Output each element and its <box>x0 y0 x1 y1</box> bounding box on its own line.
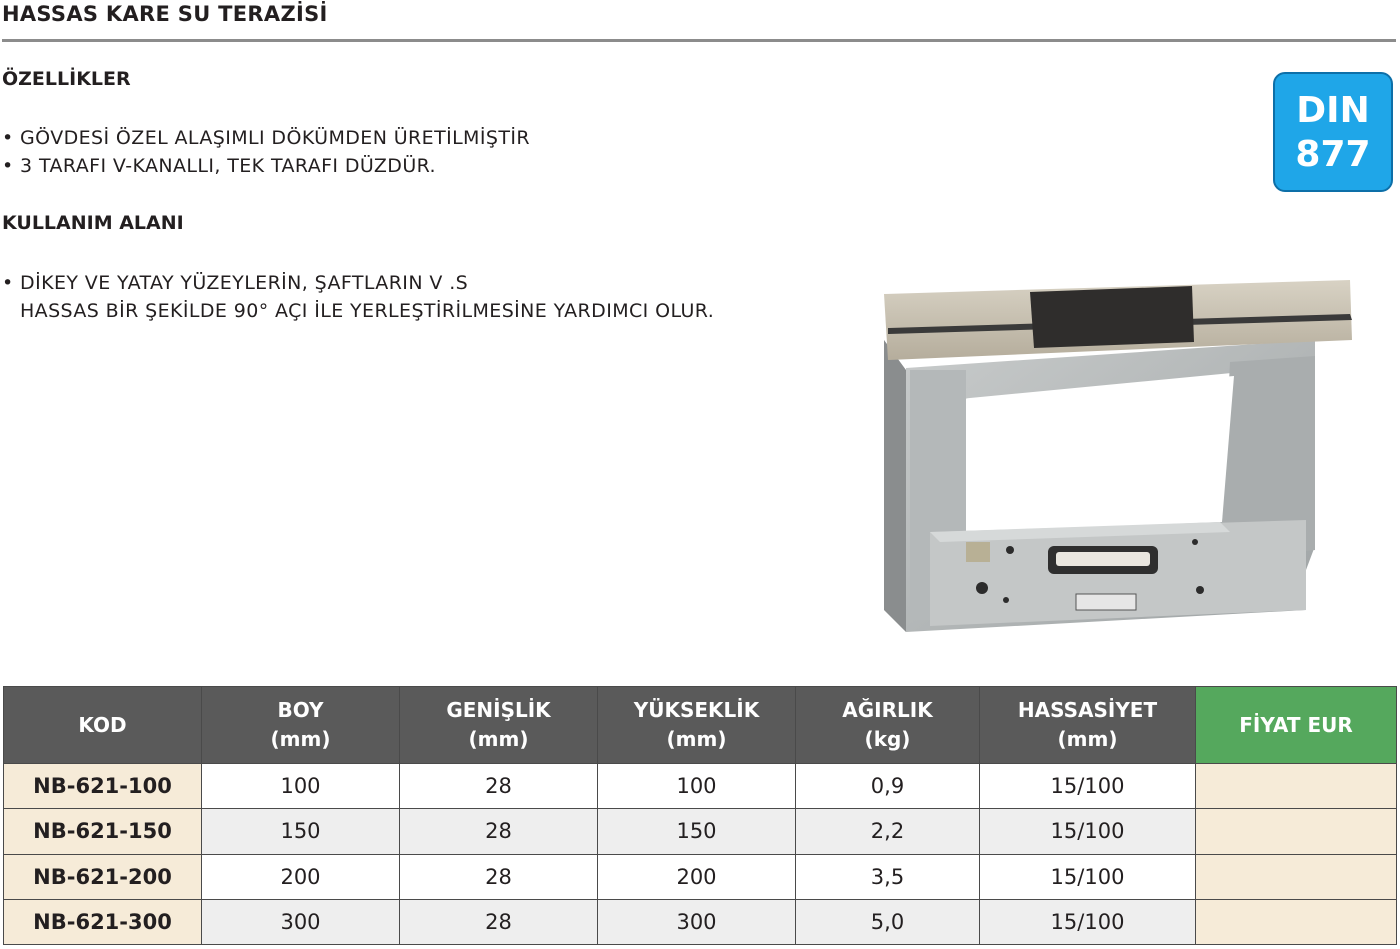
cell-genislik: 28 <box>400 764 598 809</box>
header-genislik: GENİŞLİK (mm) <box>400 687 598 764</box>
cell-yukseklik: 200 <box>598 854 796 899</box>
feature-item: • GÖVDESİ ÖZEL ALAŞIMLI DÖKÜMDEN ÜRETİLMİŞTİR <box>2 127 530 149</box>
cell-hassasiyet: 15/100 <box>980 854 1196 899</box>
table-row <box>4 809 1397 854</box>
features-heading: ÖZELLİKLER <box>2 68 131 90</box>
cell-kod: NB-621-300 <box>4 899 202 944</box>
cell-kod: NB-621-200 <box>4 854 202 899</box>
cell-fiyat <box>1196 764 1397 809</box>
feature-item: • 3 TARAFI V-KANALLI, TEK TARAFI DÜZDÜR. <box>2 155 436 177</box>
header-boy: BOY (mm) <box>202 687 400 764</box>
header-agirlik: AĞIRLIK (kg) <box>796 687 980 764</box>
header-kod: KOD <box>4 687 202 764</box>
cell-hassasiyet: 15/100 <box>980 809 1196 854</box>
product-photo <box>870 270 1360 640</box>
cell-hassasiyet: 15/100 <box>980 899 1196 944</box>
cell-agirlik: 2,2 <box>796 809 980 854</box>
cell-boy: 150 <box>202 809 400 854</box>
usage-line-1: • DİKEY VE YATAY YÜZEYLERİN, ŞAFTLARIN V .S <box>2 272 469 294</box>
features-list <box>2 124 530 180</box>
table-row <box>4 764 1397 809</box>
cell-agirlik: 5,0 <box>796 899 980 944</box>
usage-list <box>2 269 714 325</box>
usage-line-2: HASSAS BİR ŞEKİLDE 90° AÇI İLE YERLEŞTİRİLMESİNE YARDIMCI OLUR. <box>20 300 715 322</box>
cell-genislik: 28 <box>400 809 598 854</box>
din-badge <box>1273 72 1393 192</box>
spec-table <box>3 686 1397 945</box>
cell-boy: 300 <box>202 899 400 944</box>
cell-yukseklik: 150 <box>598 809 796 854</box>
cell-kod: NB-621-100 <box>4 764 202 809</box>
table-header-row <box>4 687 1397 764</box>
table-row <box>4 899 1397 944</box>
cell-kod: NB-621-150 <box>4 809 202 854</box>
cell-fiyat <box>1196 854 1397 899</box>
cell-agirlik: 3,5 <box>796 854 980 899</box>
cell-yukseklik: 100 <box>598 764 796 809</box>
cell-hassasiyet: 15/100 <box>980 764 1196 809</box>
title-divider <box>2 39 1396 42</box>
cell-boy: 200 <box>202 854 400 899</box>
din-badge-line-1: DIN <box>1296 90 1370 131</box>
cell-fiyat <box>1196 899 1397 944</box>
header-yukseklik: YÜKSEKLİK (mm) <box>598 687 796 764</box>
header-hassasiyet: HASSASİYET (mm) <box>980 687 1196 764</box>
cell-agirlik: 0,9 <box>796 764 980 809</box>
cell-fiyat <box>1196 809 1397 854</box>
din-badge-line-2: 877 <box>1295 134 1371 175</box>
page-title: HASSAS KARE SU TERAZİSİ <box>2 2 328 26</box>
header-fiyat: FİYAT EUR <box>1196 687 1397 764</box>
cell-yukseklik: 300 <box>598 899 796 944</box>
usage-heading: KULLANIM ALANI <box>2 212 184 234</box>
usage-item <box>2 269 714 325</box>
cell-genislik: 28 <box>400 854 598 899</box>
table-row <box>4 854 1397 899</box>
cell-boy: 100 <box>202 764 400 809</box>
cell-genislik: 28 <box>400 899 598 944</box>
